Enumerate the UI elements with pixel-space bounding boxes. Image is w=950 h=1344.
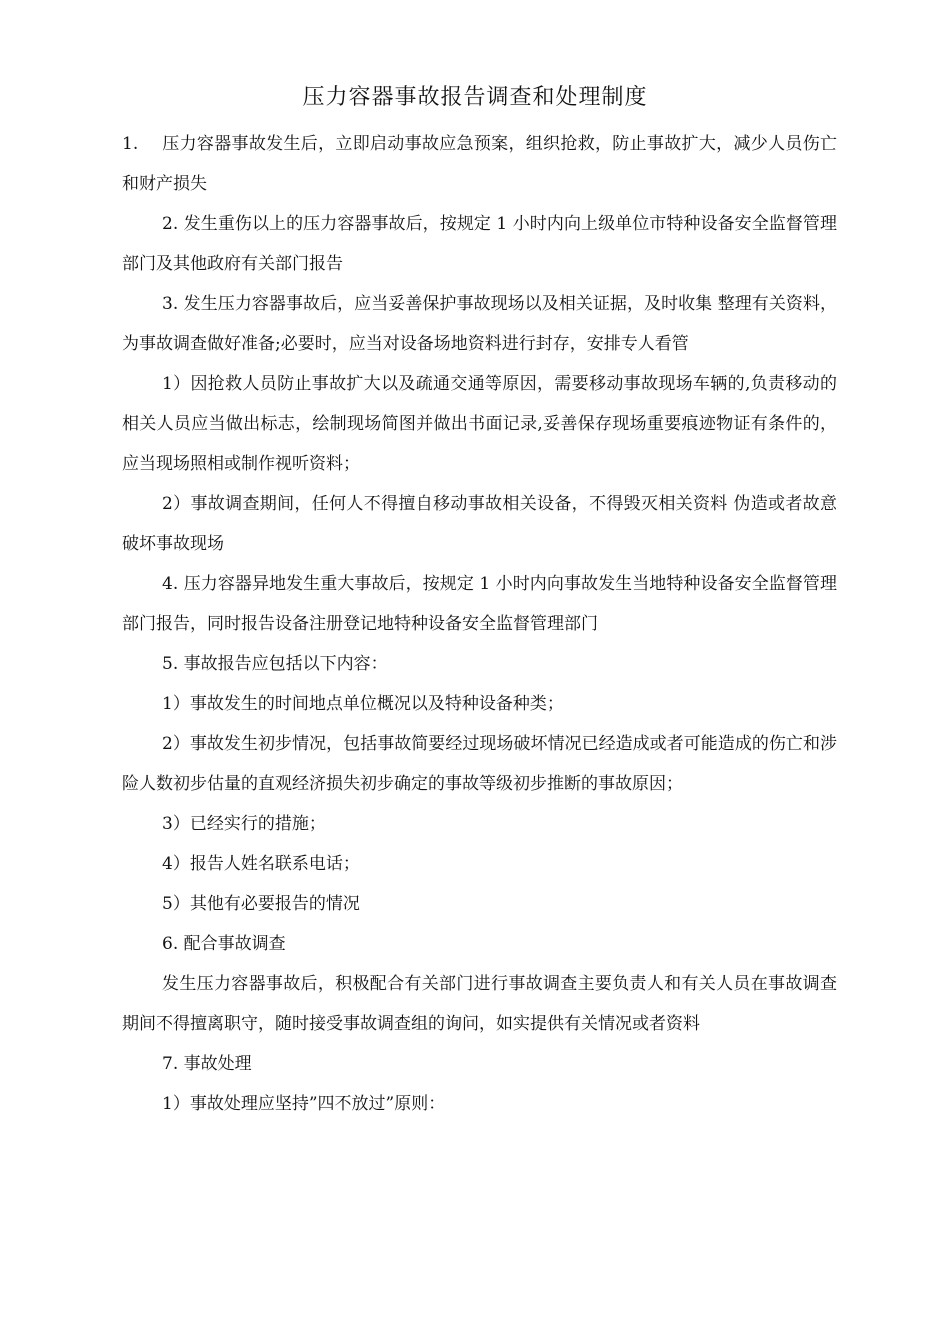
document-title: 压力容器事故报告调查和处理制度 xyxy=(302,85,648,110)
paragraph-3-sub-2: 2）事故调查期间，任何人不得擅自移动事故相关设备，不得毁灭相关资料 伪造或者故意破坏事故现场 xyxy=(122,494,837,554)
paragraph-3: 3. 发生压力容器事故后，应当妥善保护事故现场以及相关证据，及时收集 整理有关资料，为事故调查做好准备;必要时，应当对设备场地资料进行封存，安排专人看管 xyxy=(122,294,837,354)
paragraph-1 xyxy=(122,124,837,204)
paragraph-7: 7. 事故处理 xyxy=(162,1054,252,1074)
document-body xyxy=(122,124,837,1124)
paragraph-6: 6. 配合事故调查 xyxy=(162,934,286,954)
paragraph-6-body: 发生压力容器事故后，积极配合有关部门进行事故调查主要负责人和有关人员在事故调查期间不得擅离职守，随时接受事故调查组的询问，如实提供有关情况或者资料 xyxy=(122,974,837,1034)
paragraph-1-text: 压力容器事故发生后，立即启动事故应急预案，组织抢救，防止事故扩大，减少人员伤亡和财产损失 xyxy=(122,134,837,194)
paragraph-5-sub-4: 4）报告人姓名联系电话； xyxy=(162,854,360,874)
paragraph-5-sub-2: 2）事故发生初步情况，包括事故简要经过现场破坏情况已经造成或者可能造成的伤亡和涉险人数初步估量的直观经济损失初步确定的事故等级初步推断的事故原因； xyxy=(122,734,837,794)
paragraph-5-sub-1: 1）事故发生的时间地点单位概况以及特种设备种类； xyxy=(162,694,564,714)
paragraph-5: 5. 事故报告应包括以下内容： xyxy=(162,654,388,674)
paragraph-5-sub-3: 3）已经实行的措施； xyxy=(162,814,326,834)
paragraph-3-sub-1: 1）因抢救人员防止事故扩大以及疏通交通等原因，需要移动事故现场车辆的,负责移动的相关人员应当做出标志，绘制现场简图并做出书面记录,妥善保存现场重要痕迹物证有条件的，应当现场照相或制作视听资料； xyxy=(122,374,837,474)
paragraph-7-sub-1: 1）事故处理应坚持”四不放过”原则： xyxy=(162,1094,446,1114)
paragraph-1-number: 1. xyxy=(122,134,139,154)
paragraph-5-sub-5: 5）其他有必要报告的情况 xyxy=(162,894,360,914)
paragraph-4: 4. 压力容器异地发生重大事故后，按规定 1 小时内向事故发生当地特种设备安全监督管理部门报告，同时报告设备注册登记地特种设备安全监督管理部门 xyxy=(122,574,837,634)
paragraph-2: 2. 发生重伤以上的压力容器事故后，按规定 1 小时内向上级单位市特种设备安全监督管理部门及其他政府有关部门报告 xyxy=(122,214,837,274)
